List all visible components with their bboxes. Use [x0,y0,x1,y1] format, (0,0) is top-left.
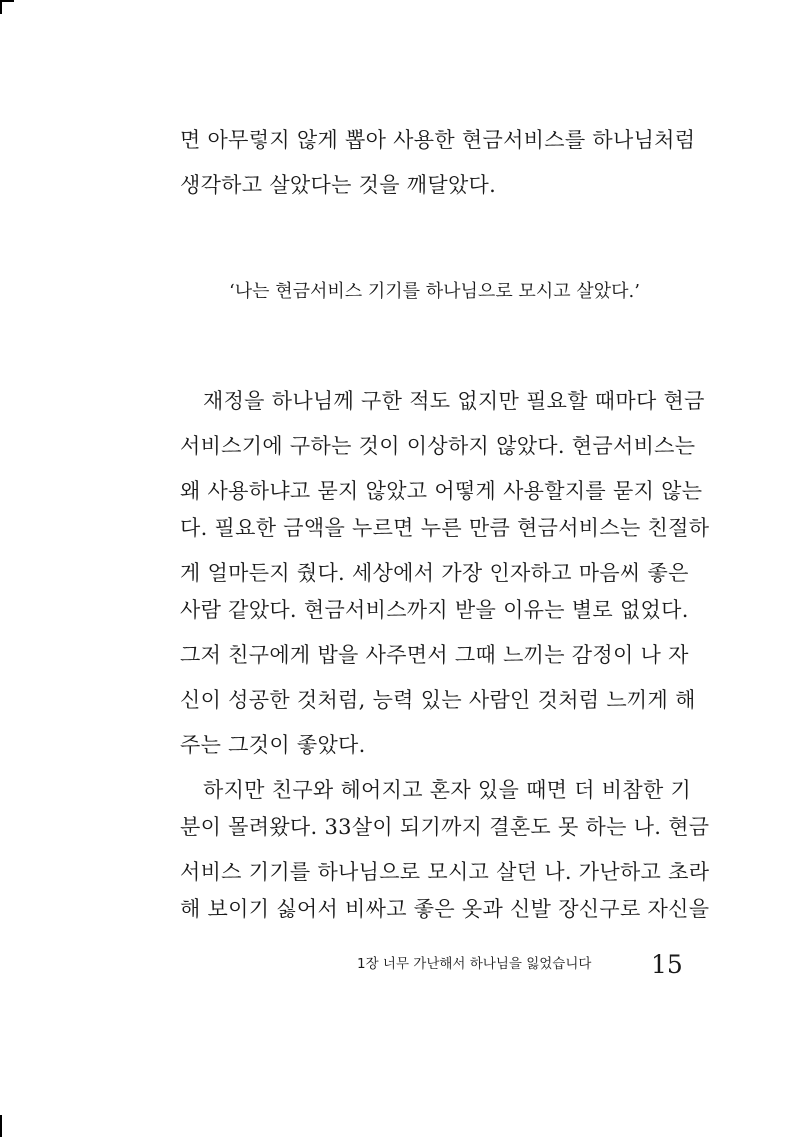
body-line: 해 보이기 싫어서 비싸고 좋은 옷과 신발 장신구로 자신을 [180,897,710,921]
body-line: 면 아무렇지 않게 뽑아 사용한 현금서비스를 하나님처럼 [180,128,696,152]
body-line: 왜 사용하냐고 묻지 않았고 어떻게 사용할지를 묻지 않는 [180,479,703,503]
body-line: 분이 몰려왔다. 33살이 되기까지 결혼도 못 하는 나. 현금 [180,815,710,839]
body-line: 하지만 친구와 헤어지고 혼자 있을 때면 더 비참한 기 [203,778,692,802]
body-line: 신이 성공한 것처럼, 능력 있는 사람인 것처럼 느끼게 해 [180,688,696,712]
crop-mark-bottom-left [0,1115,2,1137]
body-line: 그저 친구에게 밥을 사주면서 그때 느끼는 감정이 나 자 [180,643,689,667]
page-number: 15 [651,950,683,979]
crop-mark-top-left-vertical [0,0,2,14]
quoted-statement: ‘나는 현금서비스 기기를 하나님으로 모시고 살았다.’ [229,281,640,302]
body-line: 서비스기에 구하는 것이 이상하지 않았다. 현금서비스는 [180,434,696,458]
body-line: 생각하고 살았다는 것을 깨달았다. [180,173,497,197]
body-line: 주는 그것이 좋았다. [180,733,366,757]
body-line: 게 얼마든지 줬다. 세상에서 가장 인자하고 마음씨 좋은 [180,561,689,585]
crop-mark-top-left-horizontal [0,0,14,2]
body-line: 다. 필요한 금액을 누르면 누른 만큼 현금서비스는 친절하 [180,516,710,540]
body-line: 재정을 하나님께 구한 적도 없지만 필요할 때마다 현금 [203,389,705,413]
body-line: 서비스 기기를 하나님으로 모시고 살던 나. 가난하고 초라 [180,860,710,884]
body-line: 사람 같았다. 현금서비스까지 받을 이유는 별로 없었다. [180,598,689,622]
running-footer-chapter-title: 1장 너무 가난해서 하나님을 잃었습니다 [357,956,592,972]
